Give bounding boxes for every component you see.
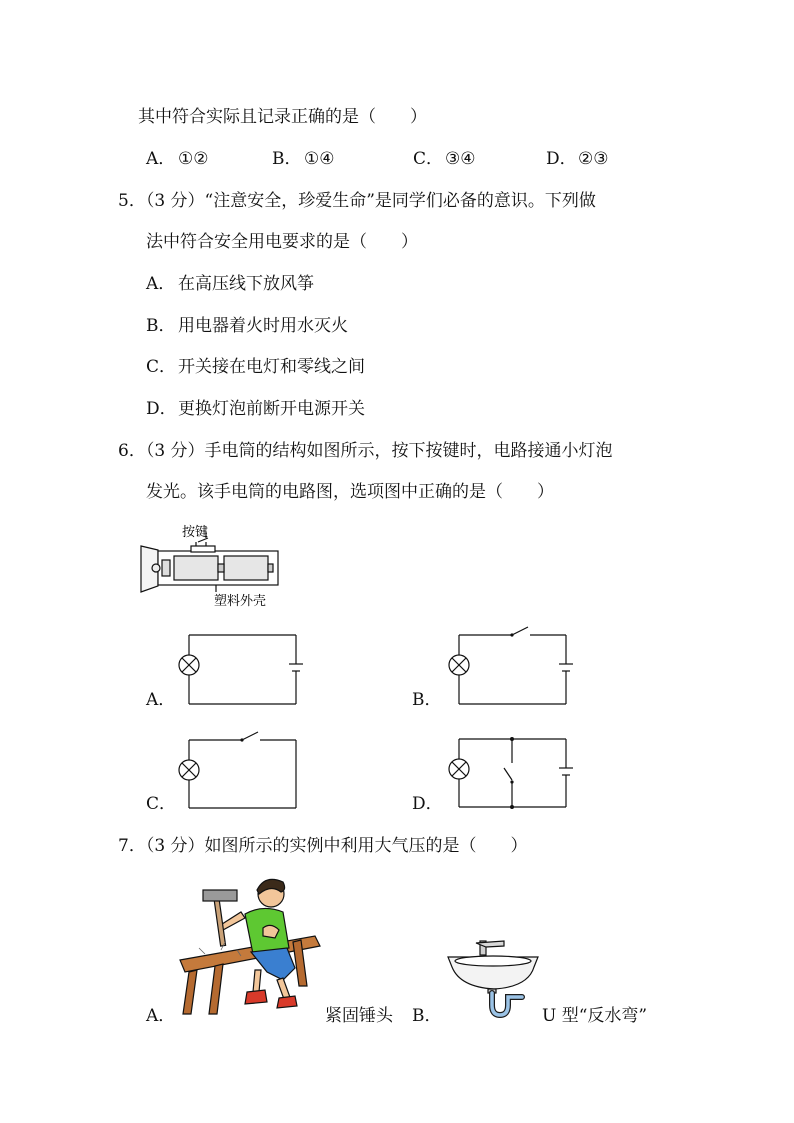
circuit-b	[440, 625, 580, 710]
q4-option-d-text: ②③	[578, 149, 609, 169]
shell-label: 塑料外壳	[214, 594, 267, 609]
q5-option-c-letter: C．	[146, 357, 177, 377]
q4-option-c-text: ③④	[445, 149, 476, 169]
q5-option-b-letter: B．	[146, 316, 176, 336]
q6-option-d-letter: D．	[412, 794, 443, 814]
q5-stem-line1: 5．（3 分）“注意安全，珍爱生命”是同学们必备的意识。下列做	[118, 191, 596, 211]
circuit-d	[440, 730, 580, 815]
q7-option-b-letter: B．	[412, 1006, 442, 1026]
q5-option-a-text: 在高压线下放风筝	[178, 274, 314, 294]
q5-option-c-text: 开关接在电灯和零线之间	[178, 357, 365, 377]
lamp-icon	[449, 655, 469, 675]
lamp-icon	[179, 760, 199, 780]
q5-stem-line2: 法中符合安全用电要求的是（ ）	[146, 232, 418, 252]
q6-stem-line1: 6．（3 分）手电筒的结构如图所示，按下按键时，电路接通小灯泡	[118, 441, 613, 461]
q6-option-b-letter: B．	[412, 690, 442, 710]
q6-stem-line2: 发光。该手电筒的电路图，选项图中正确的是（ ）	[146, 482, 554, 502]
lamp-icon	[449, 759, 469, 779]
q7-option-b-caption: U 型“反水弯”	[542, 1006, 648, 1026]
q5-option-d-letter: D．	[146, 399, 177, 419]
q4-option-b-letter: B．	[272, 149, 302, 169]
q4-option-c-letter: C．	[413, 149, 444, 169]
q6-option-c-letter: C．	[146, 794, 177, 814]
q5-option-a-letter: A．	[146, 274, 176, 294]
q7-option-a-caption: 紧固锤头	[325, 1006, 393, 1026]
lamp-icon	[179, 655, 199, 675]
hammer-illustration	[175, 868, 325, 1018]
q5-option-d-text: 更换灯泡前断开电源开关	[178, 399, 365, 419]
sink-illustration	[442, 935, 542, 1027]
flashlight-figure	[136, 520, 286, 612]
q4-option-b-text: ①④	[304, 149, 335, 169]
circuit-a	[170, 625, 310, 710]
q7-stem: 7．（3 分）如图所示的实例中利用大气压的是（ ）	[118, 836, 528, 856]
q4-option-d-letter: D．	[546, 149, 577, 169]
circuit-c	[170, 730, 310, 815]
q5-option-b-text: 用电器着火时用水灭火	[178, 316, 348, 336]
q7-option-a-letter: A．	[146, 1006, 176, 1026]
q4-option-a-text: ①②	[178, 149, 209, 169]
q4-stem-tail: 其中符合实际且记录正确的是（ ）	[138, 107, 427, 127]
q4-option-a-letter: A．	[146, 149, 176, 169]
button-label: 按键	[182, 525, 209, 540]
q6-option-a-letter: A．	[146, 690, 176, 710]
